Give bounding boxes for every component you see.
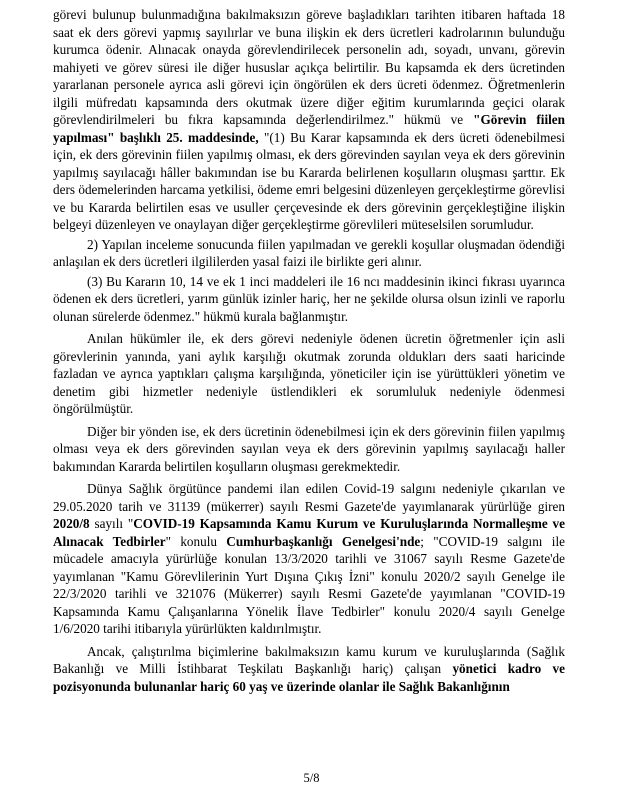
text-run: " konulu [165, 533, 227, 549]
text-run: Ancak, çalıştırılma biçimlerine bakılmaksızın kamu kurum ve kuruluşlarında (Sağlık Bakanlığı ve Milli İstihbarat Teşkilatı Başkanlığı hariç) çalışan [53, 643, 565, 676]
paragraph [53, 643, 565, 696]
bold-text-run: COVID-19 Kapsamında Kamu Kurum ve Kuruluşlarında Normalleşme ve Alınacak Tedbirler [53, 516, 565, 549]
text-run: (3) Bu Kararın 10, 14 ve ek 1 inci maddeleri ile 16 ncı maddesinin ikinci fıkrası uyarınca ödenen ek ders ücretleri, yarım günlük izinler hariç, her ne şekilde olursa olsun izinli ve raporlu olunan sürelerde ödenmez." hükmü kurala bağlanmıştır. [53, 273, 565, 324]
paragraph [53, 330, 565, 418]
bold-text-run: "Görevin fiilen yapılması" başlıklı 25. maddesinde, [53, 112, 565, 145]
paragraph [53, 273, 565, 326]
bold-text-run: Cumhurbaşkanlığı Genelgesi'nde [226, 533, 421, 549]
paragraph [53, 236, 565, 271]
text-run: Diğer bir yönden ise, ek ders ücretinin ödenebilmesi için ek ders görevinin fiilen yapılmış olması veya ek ders görevinden sayılan veya ek ders görevinin yapılmış sayılacağı haller bakımından Kararda belirtilen koşulların oluşması gerekmektedir. [53, 423, 565, 474]
bold-text-run: yönetici kadro ve pozisyonunda bulunanlar hariç 60 yaş ve üzerinde olanlar ile Sağlık Bakanlığının [53, 661, 565, 694]
paragraph [53, 480, 565, 638]
text-run: "(1) Bu Karar kapsamında ek ders ücreti ödenebilmesi için, ek ders görevinin fiilen yapılmış olması, ek ders görevinden sayılan veya ek ders görevinin yapılmış sayılacağı hâller bakımından ise bu Kararda belirlenen koşulların oluşması şarttır. Ek ders ödemelerinden harcama yetkilisi, ödeme emri belgesini düzenleyen gerçekleştirme görevlisi ve bu Kararda belirtilen esas ve usuller çerçevesinde ek ders görevinin gerçekleştiğine ilişkin belgeyi düzenleyen ve onaylayan diğer gerçekleştirme görevlileri müteselsilen sorumludur. [53, 129, 566, 232]
text-run: görevi bulunup bulunmadığına bakılmaksızın göreve başladıkları tarihten itibaren haftada 18 saat ek ders görevi yapmış sayılırlar ve buna ilişkin ek ders ücretleri kadrolarının bulunduğu kurumca ödenir. Alınacak onayda görevlendirilecek personelin adı, soyadı, unvanı, görevin mahiyeti ve görev süresi ile diğer hususlar açıkça belirtilir. Bu kapsamda ek ders ücretinden yararlanan personele ayrıca asli görevi için öngörülen ek ders ücreti ödenmez. Öğretmenlerin ilgili müfredatı kapsamında ders okutmak üzere diğer eğitim kurumlarında geçici olarak görevlendirilmeleri bu fıkra kapsamında değerlendirilmez." hükmü ve [53, 7, 565, 127]
text-run: 2) Yapılan inceleme sonucunda fiilen yapılmadan ve gerekli koşullar oluşmadan ödendiği anlaşılan ek ders ücretleri ilgililerden yasal faizi ile birlikte geri alınır. [53, 236, 565, 269]
paragraph [53, 423, 565, 476]
text-run: Dünya Sağlık örgütünce pandemi ilan edilen Covid-19 salgını nedeniyle çıkarılan ve 29.05.2020 tarih ve 31139 (mükerrer) sayılı Resmi Gazete'de yayımlanarak yürürlüğe giren [53, 481, 565, 514]
paragraph [53, 6, 565, 234]
text-run: ; "COVID-19 salgını ile mücadele amacıyla yürürlüğe konulan 13/3/2020 tarihli ve 31067 sayılı Resme Gazete'de yayımlanan "Kamu Görevlilerinin Yurt Dışına Çıkış İzni" konulu 2020/2 sayılı Genelge ile 22/3/2020 tarihli ve 321076 (Mükerrer) sayılı Resmi Gazete'de yayımlanan "COVID-19 Kapsamında Kamu Çalışanlarına Yönelik İlave Tedbirler" konulu 2020/4 sayılı Genelge 1/6/2020 tarihi itibarıyla yürürlükten kaldırılmıştır. [53, 533, 565, 636]
text-run: Anılan hükümler ile, ek ders görevi nedeniyle ödenen ücretin öğretmenler için asli görevlerinin yanında, yani aylık karşılığı okutmak zorunda oldukları ders saati haricinde fazladan ve ayrıca yaptıkları çalışma karşılığında, yöneticiler için ise yürüttükleri yönetim ve denetim gibi hizmetler nedeniyle üstlendikleri ek sorumluluk nedeniyle ödenmesi öngörülmüştür. [53, 331, 565, 416]
page-number: 5/8 [303, 771, 320, 785]
bold-text-run: 2020/8 [53, 516, 90, 531]
text-run: sayılı " [89, 516, 134, 531]
